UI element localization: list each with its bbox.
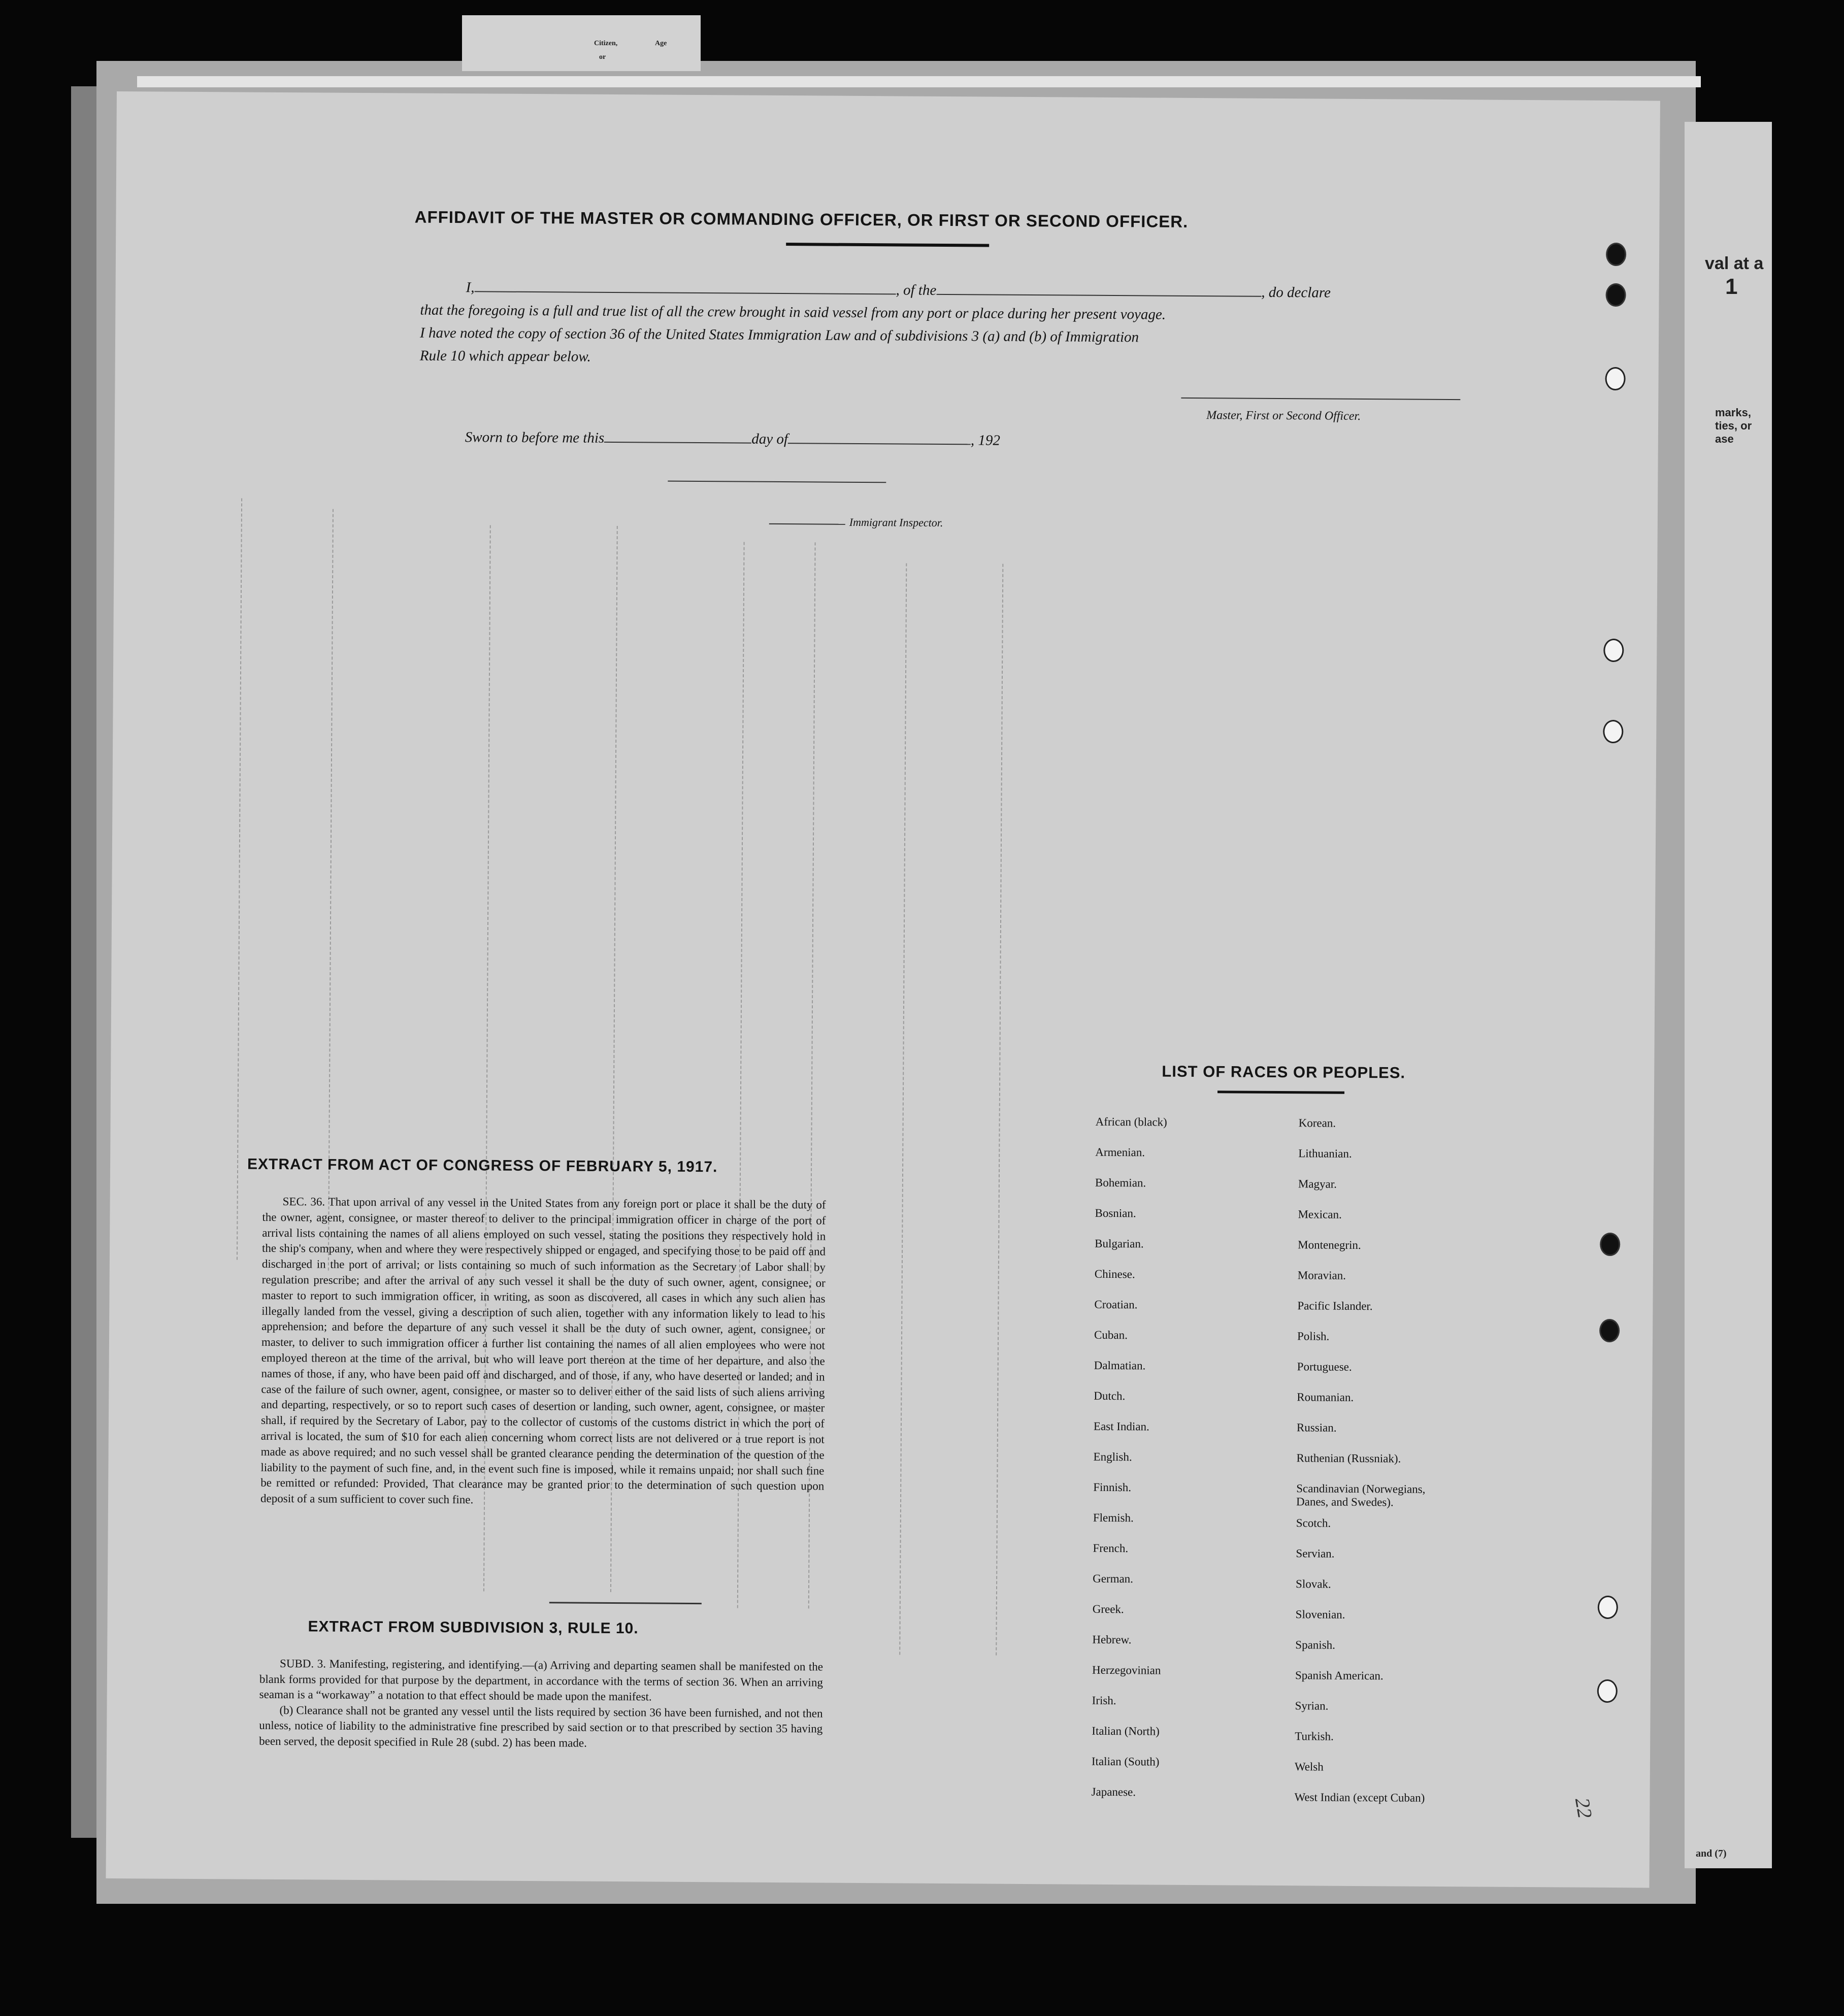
race-item: Scandinavian (Norwegians, Danes, and Swedes). <box>1296 1482 1426 1509</box>
race-item: West Indian (except Cuban) <box>1294 1791 1425 1804</box>
rule-para-a: SUBD. 3. Manifesting, registering, and identifying.—(a) Arriving and departing seamen shall be manifested on the blank forms provided for that purpose by the department, in accordance with the terms of section 36. When an arriving seaman is a “workaway” a notation to that effect should be made upon the manifest. <box>259 1657 824 1703</box>
race-item: Syrian. <box>1295 1699 1329 1712</box>
inspector-signature-line <box>668 481 886 483</box>
race-item: French. <box>1093 1541 1129 1555</box>
punch-hole <box>1606 243 1626 266</box>
race-item: Spanish American. <box>1295 1669 1384 1682</box>
race-item: Armenian. <box>1095 1145 1145 1159</box>
header-tab <box>462 15 701 71</box>
tab-age: Age <box>655 40 667 47</box>
vessel-name-blank <box>936 281 1261 297</box>
affidavit-line-3: I have noted the copy of section 36 of the United States Immigration Law and of subdivisions 3 (a) and (b) of Immigration <box>420 324 1139 346</box>
tab-citizen: Citizen, <box>594 40 618 47</box>
sworn-day-blank <box>604 428 751 444</box>
races-rule <box>1217 1090 1344 1094</box>
punch-hole <box>1598 1596 1618 1619</box>
digit-fragment: 1 <box>1725 274 1738 299</box>
declarant-prefix: I, <box>466 279 475 296</box>
race-item: Mexican. <box>1298 1208 1342 1221</box>
title-rule <box>786 243 989 247</box>
punch-hole <box>1600 1233 1620 1256</box>
page-top-edge <box>137 76 1701 87</box>
signature-line <box>1181 398 1460 400</box>
race-item: Magyar. <box>1298 1177 1337 1191</box>
punch-hole <box>1605 367 1625 390</box>
act-extract-rule <box>549 1602 702 1604</box>
race-item: Italian (North) <box>1092 1724 1160 1738</box>
race-item: Roumanian. <box>1297 1391 1354 1404</box>
rule-para-b: (b) Clearance shall not be granted any vessel until the lists required by section 36 have been furnished, and not then unless, notice of liability to the administrative fine prescribed by said section or to that prescribed by section 35 having been served, the deposit specified in Rule 28 (subd. 2) has been made. <box>259 1703 823 1749</box>
punch-hole <box>1599 1319 1620 1342</box>
race-item: Spanish. <box>1295 1638 1336 1651</box>
race-item: Scotch. <box>1296 1516 1331 1530</box>
race-item: African (black) <box>1095 1115 1167 1129</box>
punch-hole <box>1603 720 1623 743</box>
rule-extract-body <box>259 1656 823 1753</box>
race-item: Finnish. <box>1093 1480 1132 1494</box>
race-item: German. <box>1093 1572 1134 1585</box>
declarant-name-blank <box>475 278 896 294</box>
race-item: Greek. <box>1092 1602 1124 1616</box>
affidavit-page <box>106 91 1660 1888</box>
race-item: Hebrew. <box>1092 1633 1132 1646</box>
inspector-dash <box>769 523 845 525</box>
race-item: Bosnian. <box>1095 1206 1136 1220</box>
signature-label: Master, First or Second Officer. <box>1206 409 1361 423</box>
race-item: Welsh <box>1294 1760 1324 1773</box>
punch-hole <box>1597 1679 1618 1703</box>
race-item: Dalmatian. <box>1094 1359 1146 1372</box>
race-item: East Indian. <box>1093 1419 1149 1433</box>
act-extract-body: SEC. 36. That upon arrival of any vessel in the United States from any foreign port or place it shall be the duty of the owner, agent, consignee, or master thereof to deliver to the principal immigration officer in charge of the port of arrival lists containing the names of all aliens employed on such vessel, stating the positions they respectively hold in the ship's company, when and where they were respectively shipped or engaged, and specifying those to be paid off and discharged in the port of arrival; or lists containing so much of such information as the Secretary of Labor shall by regulation prescribe; and after the arrival of any such vessel it shall be the duty of such owner, agent, consignee, or master to report to such immigration officer, in writing, as soon as discovered, all cases in which any such alien has illegally landed from the vessel, giving a description of such alien, together with any information likely to lead to his apprehension; and before the departure of any such vessel it shall be the duty of such owner, agent, consignee, or master, to deliver to such immigration officer a further list containing the names of all alien employees who were not employed thereon at the time of the arrival, but who will leave port thereon at the time of her departure, and also the names of those, if any, who have been paid off and discharged, and of those, if any, who have deserted or landed; and in case of the failure of such owner, agent, consignee, or master so to deliver either of the said lists of such aliens arriving and departing, respectively, or so to report such cases of desertion or landing, such owner, agent, consignee, or master shall, if required by the Secretary of Labor, pay to the collector of customs of the customs district in which the port of arrival is located, the sum of $10 for each alien concerning whom correct lists are not delivered or a true report is not made as above required; and no such vessel shall be granted clearance pending the determination of the question of the liability to the payment of such fine, and, in the event such fine is imposed, while it remains unpaid; nor shall such fine be remitted or refunded: Provided, That clearance may be granted prior to the determination of such question upon deposit of a sum sufficient to cover such fine. <box>260 1195 826 1506</box>
affidavit-title: AFFIDAVIT OF THE MASTER OR COMMANDING OFFICER, OR FIRST OR SECOND OFFICER. <box>414 207 1189 231</box>
sworn-prefix: Sworn to before me this <box>465 429 605 446</box>
inspector-label: Immigrant Inspector. <box>849 515 943 529</box>
sworn-month-blank <box>788 429 971 445</box>
punch-hole <box>1605 283 1626 307</box>
race-item: Portuguese. <box>1297 1360 1352 1373</box>
remarks-fragment: marks, ties, or ase <box>1715 406 1752 445</box>
race-item: Servian. <box>1296 1547 1335 1560</box>
act-extract-title: EXTRACT FROM ACT OF CONGRESS OF FEBRUARY 5, 1917. <box>247 1155 718 1176</box>
bleed-line <box>899 564 907 1655</box>
race-item: Herzegovinian <box>1092 1663 1161 1677</box>
race-item: Irish. <box>1092 1694 1116 1707</box>
race-item: Slovenian. <box>1295 1608 1345 1621</box>
underlying-right-margin <box>1685 122 1772 1868</box>
race-item: Flemish. <box>1093 1511 1134 1525</box>
affidavit-line-2: that the foregoing is a full and true list of all the crew brought in said vessel from any port or place during her present voyage. <box>420 302 1166 323</box>
race-item: Bohemian. <box>1095 1176 1146 1189</box>
sworn-day-label: day of <box>751 431 788 448</box>
rule-extract-title: EXTRACT FROM SUBDIVISION 3, RULE 10. <box>308 1618 639 1637</box>
sworn-line <box>465 426 1176 453</box>
arrival-fragment: val at a <box>1705 254 1764 273</box>
race-item: Polish. <box>1297 1330 1330 1343</box>
race-item: Slovak. <box>1296 1577 1331 1591</box>
race-item: Lithuanian. <box>1298 1147 1352 1160</box>
bleed-line <box>996 564 1003 1656</box>
race-item: Russian. <box>1296 1421 1337 1434</box>
bottom-margin-fragment: and (7) <box>1696 1848 1727 1859</box>
race-item: Dutch. <box>1094 1389 1126 1403</box>
race-item: Moravian. <box>1297 1269 1346 1282</box>
race-item: Chinese. <box>1094 1267 1135 1281</box>
of-the-text: , of the <box>896 282 937 299</box>
bleed-line <box>237 499 242 1260</box>
race-item: Italian (South) <box>1091 1755 1160 1768</box>
race-item: Cuban. <box>1094 1328 1128 1342</box>
punch-hole <box>1603 639 1624 662</box>
races-title: LIST OF RACES OR PEOPLES. <box>1162 1062 1406 1082</box>
declare-text: , do declare <box>1261 284 1331 301</box>
race-item: Turkish. <box>1295 1730 1334 1743</box>
race-item: Korean. <box>1298 1116 1336 1130</box>
tab-or: or <box>599 53 606 61</box>
affidavit-line-4: Rule 10 which appear below. <box>419 347 591 365</box>
race-item: English. <box>1093 1450 1132 1464</box>
race-item: Croatian. <box>1094 1298 1138 1311</box>
race-item: Bulgarian. <box>1095 1237 1144 1250</box>
race-item: Ruthenian (Russniak). <box>1296 1451 1401 1465</box>
handwritten-page-number: 22 <box>1570 1796 1597 1820</box>
race-item: Japanese. <box>1091 1785 1136 1799</box>
race-item: Montenegrin. <box>1298 1238 1361 1252</box>
sworn-year: , 192 <box>970 432 1001 449</box>
race-item: Pacific Islander. <box>1297 1299 1373 1313</box>
